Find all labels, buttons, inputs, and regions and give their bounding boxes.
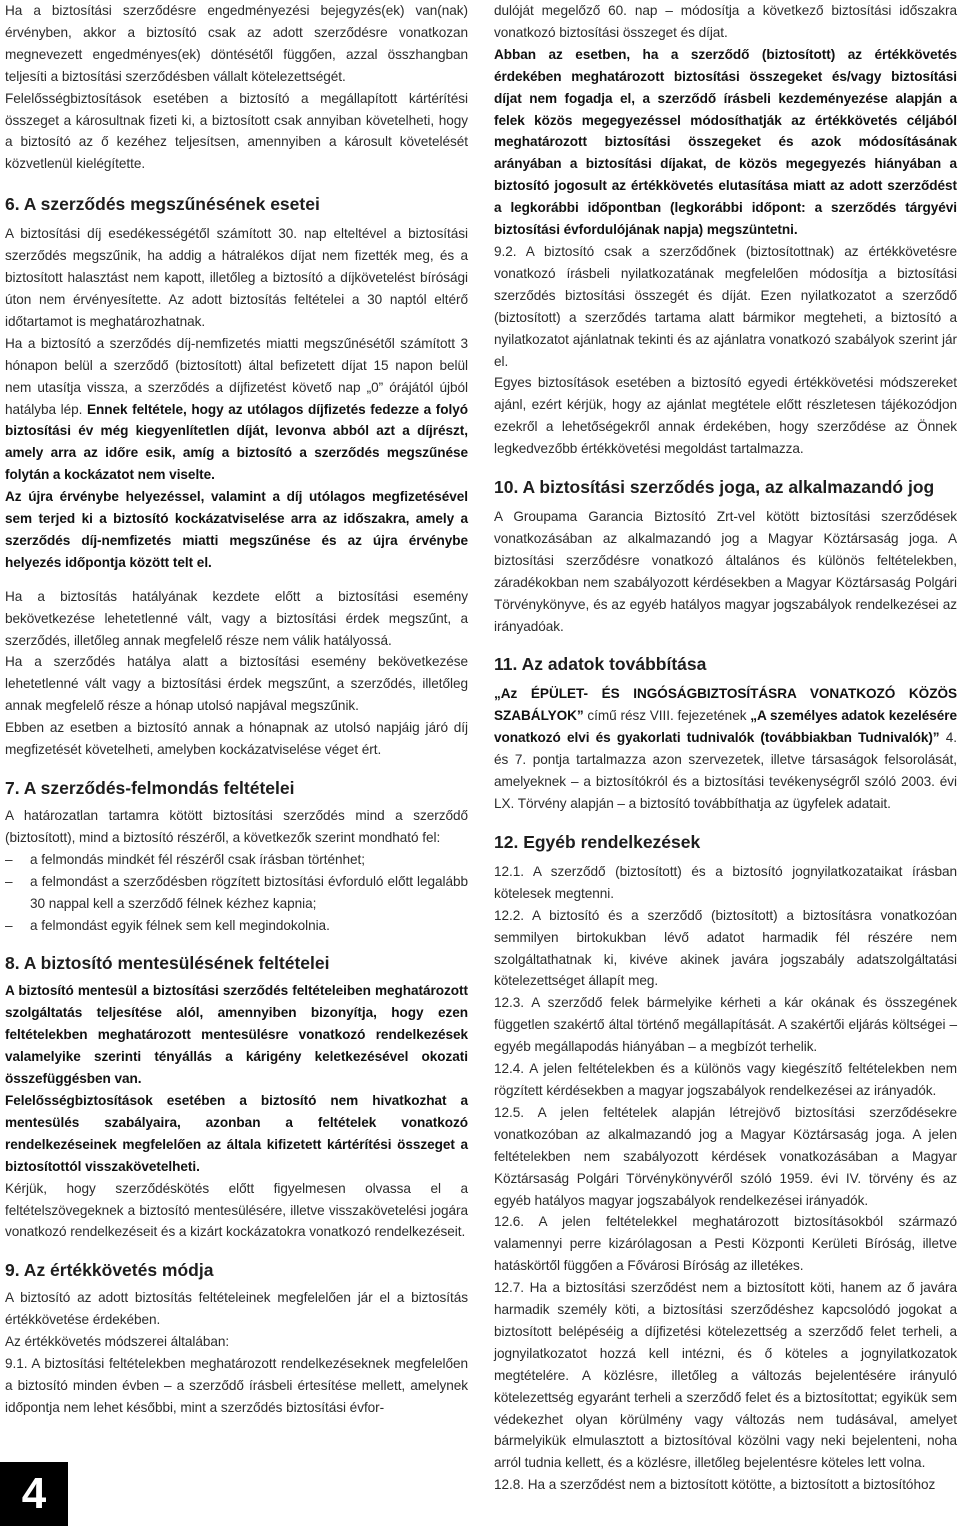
section-12-heading: 12. Egyéb rendelkezések [494, 831, 701, 852]
section-7-list-item: – a felmondást egyik félnek sem kell megindokolnia. [5, 917, 330, 933]
page-number: 4 [0, 1462, 68, 1526]
section-12-item: 12.6. A jelen feltételekkel meghatározott biztosításokból származó valamennyi perre kizárólagosan a Pesti Központi Kerületi Bíróság, illetve hatáskörtől függően a Fővárosi Bíróság az illetékes. [494, 1214, 957, 1274]
section-12-item: 12.1. A szerződő (biztosított) és a biztosító jognyilatkozataikat írásban kötelesek megtenni. [494, 863, 957, 901]
section-6-heading: 6. A szerződés megszűnésének esetei [5, 194, 320, 215]
section-9-2-paragraph: 9.2. A biztosító csak a szerződőnek (biztosítottnak) az értékkövetésre vonatkozó írásbeli nyilatkozatának megfelelően módosítja a biztosítási szerződés biztosítási összegét és díját. Ezen nyilatkozatot a szerződő (biztosított) a szerződés tartama alatt bármikor megteheti, a biztosító a nyilatkozatot ajánlatnak tekinti és az ajánlatra vonatkozó szabályok szerint jár el. [494, 243, 957, 369]
section-8-heading: 8. A biztosító mentesülésének feltételei [5, 953, 330, 974]
section-7-list-item: – a felmondást a szerződésben rögzített biztosítási évforduló előtt legalább 30 nappal kell a szerződő félnek kézhez kapnia; [5, 873, 468, 911]
section-6-paragraph-2-bold: Ennek feltétele, hogy az utólagos díjfizetés fedezze a folyó biztosítási év még kiegyenlítetlen díját, levonva abból azt a díjrészt, amely arra az időre esik, amíg a biztosító a szerződés megszűnése folytán a kockázatot nem viselte. [5, 401, 468, 483]
left-column [5, 0, 468, 1419]
section-6-paragraph-1: A biztosítási díj esedékességétől számított 30. nap elteltével a biztosítási szerződés megszűnik, ha addig a hátralékos díjat nem fizették meg, és a biztosított halasztást nem kapott, illetőleg a biztosító a díjkövetelést bírósági úton nem érvényesítette. Az adott biztosítás feltételei a 30 naptól eltérő időtartamot is meghatározhatnak. [5, 226, 468, 329]
section-7-list-item: – a felmondás mindkét fél részéről csak írásban történhet; [5, 851, 365, 867]
section-8-paragraph-1: A biztosító mentesül a biztosítási szerződés feltételeiben meghatározott szolgáltatás teljesítése alól, amennyiben bizonyítja, hogy ezen feltételekben meghatározott mentesülésre vonatkozó rendelkezések valamelyike szerinti tényállás a kárigény keletkezésével okozati összefüggésben van. [5, 983, 468, 1087]
section-6-paragraph-4: Ha a biztosítás hatályának kezdete előtt a biztosítási esemény bekövetkezése lehetetlenné vált, vagy a biztosítási érdek megszűnt, a szerződés, illetőleg annak megfelelő része nem válik hatályossá. [5, 588, 468, 648]
section-7-paragraph-1: A határozatlan tartamra kötött biztosítási szerződés mind a szerződő (biztosított), mind a biztosító részéről, a következők szerint mondható fel: [5, 808, 468, 845]
section-10-paragraph: A Groupama Garancia Biztosító Zrt-vel kötött biztosítási szerződések vonatkozásában az alkalmazandó jog a Magyar Köztársaság joga. A biztosítási szerződésre vonatkozó általános és különös feltételekben, záradékokban nem szabályozott kérdésekben a Magyar Köztársaság Polgári Törvénykönyve, és az egyéb hatályos magyar jogszabályok rendelkezései az irányadóak. [494, 509, 957, 634]
section-8-paragraph-2: Felelősségbiztosítások esetében a biztosító nem hivatkozhat a mentesülés szabályaira, azonban a feltételek vonatkozó rendelkezéseinek megfelelően az általa kifizetett kártérítési összeget a biztosítottól visszakövetelheti. [5, 1092, 468, 1174]
section-6-paragraph-6: Ebben az esetben a biztosító annak a hónapnak az utolsó napjáig járó díj megfizetését követelheti, amelyben kockázatviselése véget ért. [5, 720, 468, 758]
intro-paragraph-1: Ha a biztosítási szerződésre engedményezési bejegyzés(ek) van(nak) érvényben, akkor a biztosító csak az adott szerződésre vonatkozan megnevezett engedményes(ek) döntésétől függően, azzal összhangban teljesíti a biztosítási szerződésben vállalt kötelezettségét. [5, 3, 468, 84]
section-10-heading: 10. A biztosítási szerződés joga, az alkalmazandó jog [494, 477, 935, 498]
section-9-paragraph-1: A biztosító az adott biztosítás feltételeinek megfelelően jár el a biztosítás értékkövetése érdekében. [5, 1290, 468, 1328]
section-12-item: 12.4. A jelen feltételekben és a különös vagy kiegészítő feltételekben nem rögzített kérdésekben a magyar jogszabályok rendelkezései az irányadók. [494, 1061, 957, 1098]
section-9-paragraph-2: Az értékkövetés módszerei általában: [5, 1334, 230, 1350]
section-6-paragraph-5: Ha a szerződés hatálya alatt a biztosítási esemény bekövetkezése lehetetlenné vált vagy a biztosítási érdek megszűnt, a szerződés, illetőleg annak megfelelő része a hónap utolsó napjával megszűnik. [5, 654, 468, 714]
section-8-paragraph-3: Kérjük, hogy szerződéskötés előtt figyelmesen olvassa el a feltételszövegeknek a biztosító mentesülésére, illetve visszakövetelési jogára vonatkozó rendelkezéseit és a kizárt kockázatokra vonatkozó rendelkezéseit. [5, 1180, 468, 1240]
section-12-item: 12.7. Ha a biztosítási szerződést nem a biztosított köti, hanem az ő javára harmadik személy köti, a biztosítási szerződéshez kapcsolódó jogokat a biztosított belépéséig a díjfizetési kötelezettség a szerződő felet terheli, a jognyilatkozatot hozzá kell intézni, és ő köteles a jognyilatkozatok megtételére. A közlésre, illetőleg a változás bejelentésére irányuló kötelezettség egyaránt terheli a szerződő felet és a biztosítottat; egyikük sem védekezhet olyan körülmény vagy változás nem tudásával, amelyet bármelyikük elmulasztott a biztosítóval közölni vagy neki bejelenteni, noha arról tudnia kellett, és a közlésre, illetőleg bejelentésre köteles lett volna. [494, 1280, 957, 1471]
section-12-item: 12.8. Ha a szerződést nem a biztosított kötötte, a biztosított a biztosítóhoz [494, 1477, 936, 1493]
section-11-paragraph: „Az ÉPÜLET- ÉS INGÓSÁGBIZTOSÍTÁSRA VONATKOZÓ KÖZÖS SZABÁLYOK” című rész VIII. fejezetének „A személyes adatok kezelésére vonatkozó elvi és gyakorlati tudnivalók (továbbiakban Tudnivalók)” 4. és 7. pontja tartalmazza azon szervezetek, illetve társaságok felsorolását, amelyeknek – a biztosítókról és a biztosítási tevékenységről szóló 2003. évi LX. Törvény alapján – a biztosító továbbíthatja az ügyfelek adatait. [494, 686, 958, 811]
section-9-heading: 9. Az értékkövetés módja [5, 1260, 214, 1281]
section-9-bold-paragraph: Abban az esetben, ha a szerződő (biztosított) az értékkövetés érdekében meghatározott biztosítási összegeket és/vagy biztosítási díjat nem fogadja el, a szerződő írásbeli kezdeményezése alapján a felek közös megegyezéssel módosíthatják az értékkövetés céljából meghatározott biztosítási összegeket és azok módosításának arányában a biztosítási díjakat, de közös megegyezés hiányában a biztosító jogosult az értékkövetés elutasítása miatt az adott szerződést a legkorábbi időpontban (legkorábbi időpont: a szerződés tárgyévi biztosítási évfordulójának napja) megszüntetni. [494, 46, 957, 238]
section-9-continuation: dulóját megelőző 60. nap – módosítja a következő biztosítási időszakra vonatkozó biztosítási összeget és díjat. [494, 3, 957, 40]
section-9-egyes-paragraph: Egyes biztosítások esetében a biztosító egyedi értékkövetési módszereket ajánl, ezért kérjük, hogy az ajánlat megtétele előtt részletesen tájékozódjon ezekről a lehetőségekről annak érdekében, hogy szerződése az Önnek legkedvezőbb értékkövetési megoldást tartalmazza. [494, 375, 957, 457]
section-6-paragraph-2: Ha a biztosító a szerződés díj-nemfizetés miatti megszűnésétől számított 3 hónapon belül a szerződő (biztosított) által befizetett díjat 15 napon belül nem utasítja vissza, a szerződés a díjfizetést követő nap „0” órájától újból hatályba lép. Ennek feltétele, hogy az utólagos díjfizetés fedezze a folyó biztosítási év még kiegyenlítetlen díját, levonva abból azt a díjrészt, amely arra az időre esik, amíg a biztosító a szerződés megszűnése folytán a kockázatot nem viselte. [5, 335, 468, 483]
right-column [494, 0, 957, 1496]
section-12-item: 12.3. A szerződő felek bármelyike kérheti a kár okának és összegének független szakértő által történő megállapítását. A szakértői eljárás költségei – egyéb megállapodás hiányában – a megbízót terhelik. [494, 995, 957, 1055]
section-12-item: 12.5. A jelen feltételek alapján létrejövő biztosítási szerződésekre vonatkozóban az alkalmazandó jog a Magyar Köztársaság joga. A jelen feltételekben nem szabályozott kérdések vonatkozásában a Magyar Köztársaság Polgári Törvénykönyvéről szóló 1959. évi IV. törvény és az egyéb hatályos magyar jogszabályok rendelkezései irányadók. [494, 1104, 957, 1208]
intro-paragraph-2: Felelősségbiztosítások esetében a biztosító a megállapított kártérítési összeget a károsultnak fizeti ki, a biztosított csak annyiban követelheti, hogy a biztosító az ő kezéhez teljesítsen, amennyiben a károsult követelését közvetlenül kielégítette. [5, 90, 468, 172]
section-6-paragraph-3: Az újra érvénybe helyezéssel, valamint a díj utólagos megfizetésével sem terjed ki a biztosító kockázatviselése arra az időszakra, amely a szerződés díj-nemfizetés miatti megszűnése és az újra érvénybe helyezés időpontja között telt el. [5, 489, 468, 570]
section-9-paragraph-3: 9.1. A biztosítási feltételekben meghatározott rendelkezéseknek megfelelően a biztosító minden évben – a szerződő írásbeli értesítése mellett, amelynek időpontja nem lehet későbbi, mint a szerződés biztosítási évfor- [5, 1356, 468, 1415]
section-11-heading: 11. Az adatok továbbítása [494, 654, 707, 675]
section-12-item: 12.2. A biztosító és a szerződő (biztosított) a biztosításra vonatkozóan semmilyen birtokukban lévő adatot harmadik fél részére nem szolgáltathatnak ki, kivéve akinek javára jogszabály adatszolgáltatási kötelezettséget állapít meg. [494, 907, 957, 989]
section-7-heading: 7. A szerződés-felmondás feltételei [5, 778, 295, 798]
